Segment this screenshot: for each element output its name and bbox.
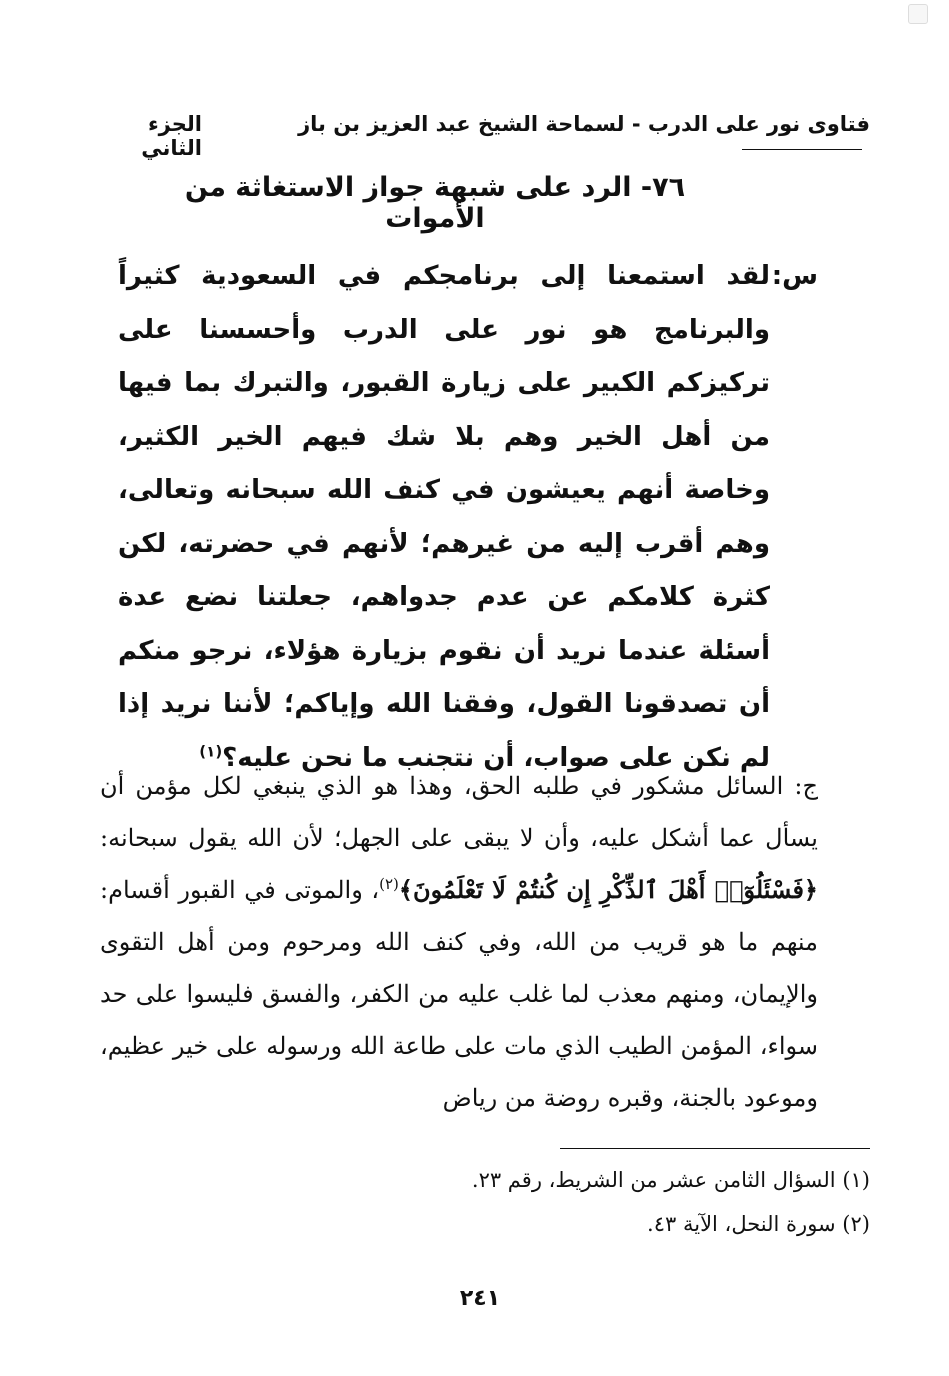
question-text: لقد استمعنا إلى برنامجكم في السعودية كثيراً والبرنامج هو نور على الدرب وأحسسنا على تركيزكم الكبير على زيارة القبور، والتبرك بما فيها من أهل الخير وهم بلا شك فيهم الخير الكثير، وخاصة أنهم يعيشون في كنف الله سبحانه وتعالى، وهم أقرب إليه من غيرهم؛ لأنهم في حضرته، لكن كثرة كلامكم عن عدم جدواهم، جعلتنا نضع عدة أسئلة عندما نريد أن نقوم بزيارة هؤلاء، نرجو منكم أن تصدقونا القول، وفقنا الله وإياكم؛ لأننا نريد إذا لم نكن على صواب، أن نتجنب ما نحن عليه؟ [118,261,770,773]
footnote-separator [560,1148,870,1149]
volume-label: الجزء الثاني [141,112,202,160]
question-marker: س: [771,261,818,291]
quran-verse: ﴿فَسْئَلُوٓا۟ أَهْلَ ٱلذِّكْرِ إِن كُنتُمْ لَا تَعْلَمُونَ﴾ [398,875,818,904]
question-text-wrap [118,250,818,785]
section-title: ٧٦- الرد على شبهة جواز الاستغاثة من الأموات [184,172,686,234]
question-block [118,250,818,785]
scan-corner-mark [908,4,928,24]
answer-block [100,760,818,1124]
page-number: ٢٤١ [459,1286,501,1311]
footnote-ref-1[interactable]: (١) [199,741,223,760]
footnote-2: (٢) سورة النحل، الآية ٤٣. [647,1212,870,1236]
answer-text-after: ، والموتى في القبور أقسام: منهم ما هو قريب من الله، وفي كنف الله ومرحوم ومن أهل التقوى والإيمان، ومنهم معذب لما غلب عليه من الكفر، والفسق فليسوا على حد سواء، المؤمن الطيب الذي مات على طاعة الله ورسوله على خير عظيم، وموعود بالجنة، وقبره روضة من رياض [100,876,818,1112]
footnote-1: (١) السؤال الثامن عشر من الشريط، رقم ٢٣. [471,1168,870,1192]
footnote-ref-2[interactable]: (٢) [379,875,399,893]
running-header [88,112,870,160]
header-rule [742,149,862,150]
answer-text-before: السائل مشكور في طلبه الحق، وهذا هو الذي ينبغي لكل مؤمن أن يسأل عما أشكل عليه، وأن لا يبقى على الجهل؛ لأن الله يقول سبحانه: [100,772,818,852]
footnotes [120,1158,870,1246]
answer-marker: ج: [794,772,818,800]
book-title: فتاوى نور على الدرب - لسماحة الشيخ عبد العزيز بن باز [298,112,870,136]
